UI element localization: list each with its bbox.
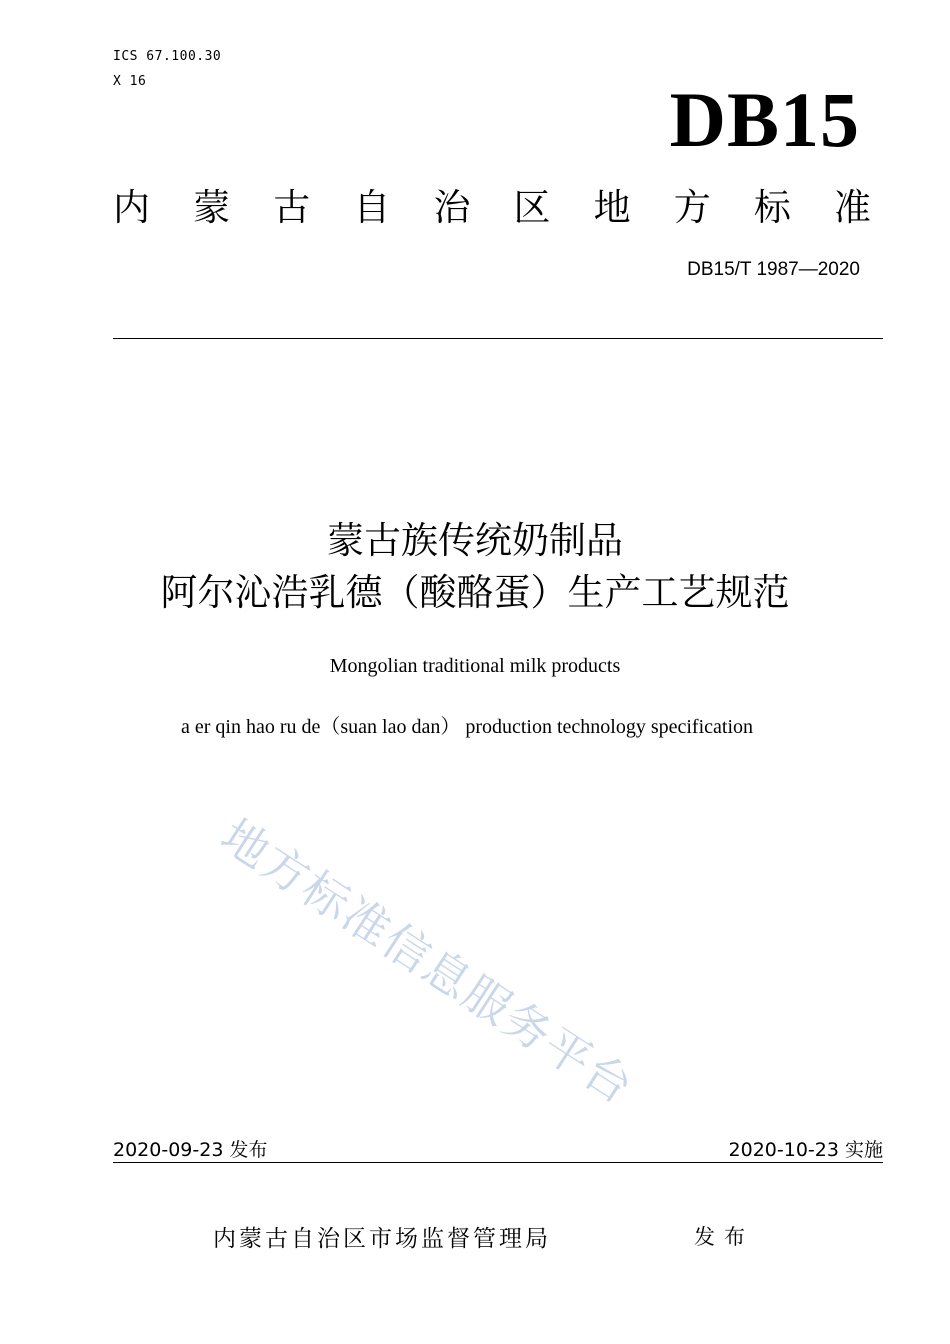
title-cn-line1: 蒙古族传统奶制品 <box>327 519 623 562</box>
standard-type-char: 地 <box>593 186 631 229</box>
standard-type-char: 自 <box>353 186 391 229</box>
ics-code: ICS 67.100.30 <box>113 49 222 64</box>
footer-divider <box>113 1162 883 1163</box>
title-en-line1: Mongolian traditional milk products <box>329 655 621 677</box>
issue-date: 2020-09-23 发布 <box>113 1139 268 1161</box>
standard-type-char: 标 <box>753 186 791 229</box>
standard-type-char: 治 <box>433 186 471 229</box>
standard-type-heading <box>113 186 871 230</box>
standard-type-char: 区 <box>513 186 551 229</box>
standard-number: DB15/T 1987—2020 <box>687 259 860 280</box>
standard-type-char: 方 <box>673 186 711 229</box>
standard-type-char: 内 <box>113 186 150 229</box>
classification-code: X 16 <box>113 74 147 89</box>
standard-type-char: 准 <box>833 186 871 229</box>
issuing-authority: 内蒙古自治区市场监督管理局 <box>213 1226 551 1252</box>
title-en-line2: a er qin hao ru de（suan lao dan） production technology specification <box>180 716 754 738</box>
header-divider <box>113 338 883 339</box>
standard-type-char: 蒙 <box>193 186 231 229</box>
title-cn-line2: 阿尔沁浩乳德（酸酪蛋）生产工艺规范 <box>160 571 790 614</box>
implementation-date: 2020-10-23 实施 <box>728 1139 883 1161</box>
standard-type-char: 古 <box>273 186 311 229</box>
db15-logo: DB15 <box>669 76 860 163</box>
watermark: 地方标准信息服务平台 <box>211 808 644 1116</box>
issue-label: 发布 <box>694 1225 754 1249</box>
